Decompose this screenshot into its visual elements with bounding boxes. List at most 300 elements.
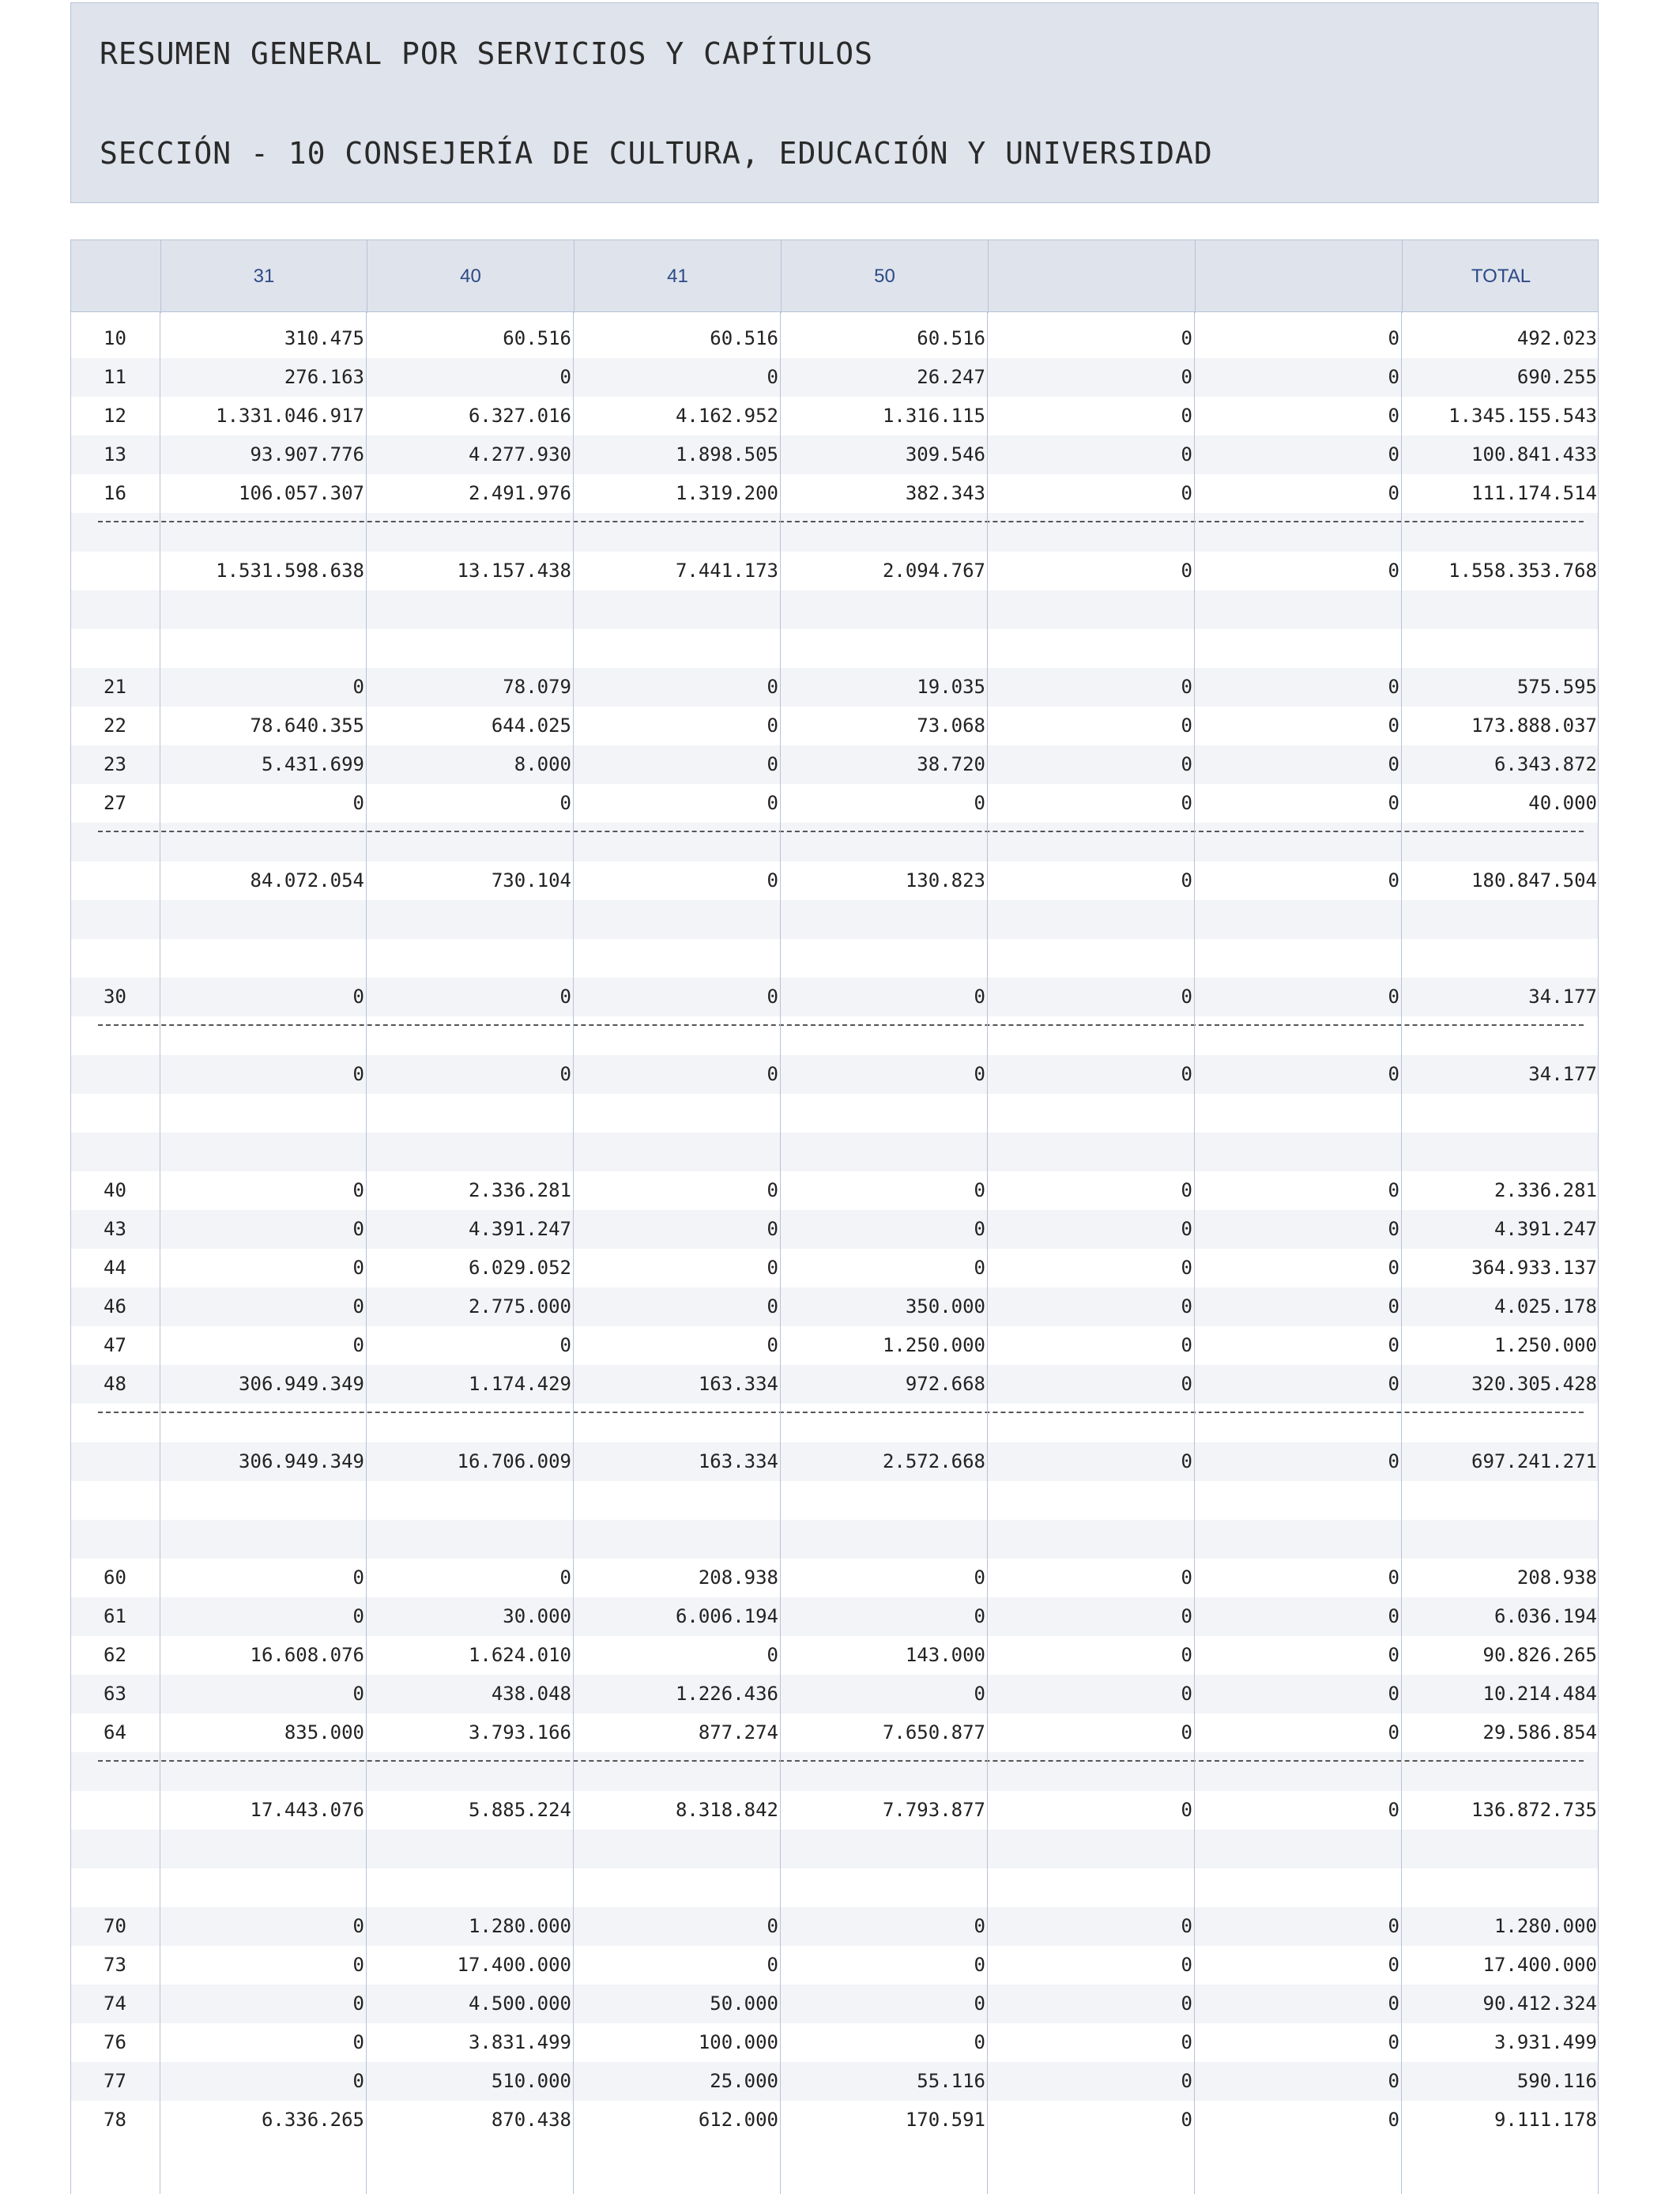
row-value: 3.931.499 (1494, 2031, 1597, 2053)
row-value: 0 (1181, 2070, 1192, 2092)
row-code: 30 (104, 986, 126, 1008)
row-value: 3.793.166 (468, 1721, 571, 1744)
row-value: 0 (559, 1334, 571, 1356)
row-value: 0 (1181, 2109, 1192, 2131)
row-value: 972.668 (905, 1373, 985, 1395)
subtotal-value: 2.094.767 (882, 560, 985, 582)
row-value: 0 (974, 2031, 985, 2053)
row-value: 78.079 (503, 676, 571, 698)
row-code: 27 (104, 792, 126, 814)
row-value: 0 (352, 1334, 364, 1356)
row-code: 77 (104, 2070, 126, 2092)
row-value: 4.277.930 (468, 443, 571, 466)
row-value: 0 (352, 2070, 364, 2092)
row-value: 0 (1388, 1218, 1399, 1240)
row-value: 0 (352, 1218, 364, 1240)
row-value: 0 (352, 1683, 364, 1705)
row-value: 2.336.281 (1494, 1179, 1597, 1201)
row-value: 0 (1181, 443, 1192, 466)
row-code: 61 (104, 1605, 126, 1627)
row-value: 4.500.000 (468, 1992, 571, 2015)
dashed-separator (98, 521, 1584, 522)
row-value: 0 (767, 1295, 778, 1318)
row-value: 0 (1388, 1683, 1399, 1705)
row-value: 0 (974, 1683, 985, 1705)
row-value: 0 (352, 1566, 364, 1589)
table-row (70, 1713, 1599, 1752)
row-value: 0 (1388, 1566, 1399, 1589)
column-divider (573, 312, 574, 2194)
row-value: 6.006.194 (675, 1605, 778, 1627)
row-value: 2.491.976 (468, 482, 571, 504)
row-value: 170.591 (905, 2109, 985, 2131)
row-value: 4.391.247 (1494, 1218, 1597, 1240)
row-value: 0 (1388, 2031, 1399, 2053)
separator-row (70, 823, 1599, 861)
row-value: 310.475 (284, 327, 364, 349)
row-value: 0 (1181, 1721, 1192, 1744)
row-code: 48 (104, 1373, 126, 1395)
row-value: 0 (1388, 1644, 1399, 1666)
row-code: 47 (104, 1334, 126, 1356)
row-value: 612.000 (698, 2109, 778, 2131)
column-divider (1598, 312, 1599, 2194)
row-code: 11 (104, 366, 126, 388)
row-value: 644.025 (491, 714, 571, 737)
subtotal-value: 5.885.224 (468, 1799, 571, 1821)
row-value: 0 (767, 792, 778, 814)
row-value: 0 (767, 753, 778, 775)
row-value: 0 (352, 1295, 364, 1318)
row-value: 55.116 (917, 2070, 985, 2092)
table-row (70, 707, 1599, 745)
row-value: 320.305.428 (1471, 1373, 1597, 1395)
spacer-row (70, 1868, 1599, 1907)
row-value: 0 (1181, 327, 1192, 349)
row-code: 64 (104, 1721, 126, 1744)
dashed-separator (98, 831, 1584, 832)
subtotal-value: 0 (767, 869, 778, 892)
row-value: 0 (974, 1915, 985, 1937)
row-value: 835.000 (284, 1721, 364, 1744)
row-code: 10 (104, 327, 126, 349)
row-value: 17.400.000 (1482, 1954, 1597, 1976)
row-value: 1.250.000 (882, 1334, 985, 1356)
subtotal-value: 0 (1181, 1063, 1192, 1085)
row-value: 0 (1388, 753, 1399, 775)
spacer-row (70, 900, 1599, 939)
row-value: 276.163 (284, 366, 364, 388)
row-value: 0 (352, 1605, 364, 1627)
table-row (70, 358, 1599, 397)
row-value: 492.023 (1516, 327, 1597, 349)
row-code: 62 (104, 1644, 126, 1666)
row-value: 0 (974, 1605, 985, 1627)
row-value: 6.029.052 (468, 1257, 571, 1279)
row-value: 173.888.037 (1471, 714, 1597, 737)
row-value: 0 (1181, 1334, 1192, 1356)
row-value: 0 (352, 986, 364, 1008)
column-divider (1194, 312, 1195, 2194)
table-row (70, 1210, 1599, 1249)
row-code: 60 (104, 1566, 126, 1589)
subtotal-value: 0 (559, 1063, 571, 1085)
table-row (70, 1171, 1599, 1210)
row-value: 4.391.247 (468, 1218, 571, 1240)
table-row (70, 1907, 1599, 1946)
report-header (70, 2, 1599, 203)
row-value: 0 (1181, 1992, 1192, 2015)
subtotal-value: 16.706.009 (457, 1450, 571, 1472)
subtotal-value: 13.157.438 (457, 560, 571, 582)
row-value: 0 (1388, 986, 1399, 1008)
table-row (70, 784, 1599, 823)
row-value: 0 (1388, 2109, 1399, 2131)
table-row (70, 435, 1599, 474)
row-value: 17.400.000 (457, 1954, 571, 1976)
subtotal-row (70, 1055, 1599, 1094)
subtotal-value: 2.572.668 (882, 1450, 985, 1472)
separator-row (70, 513, 1599, 552)
row-value: 0 (1181, 1566, 1192, 1589)
row-value: 0 (1388, 1915, 1399, 1937)
subtotal-value: 0 (1181, 560, 1192, 582)
subtotal-value: 1.531.598.638 (216, 560, 364, 582)
subtotal-value: 136.872.735 (1471, 1799, 1597, 1821)
row-value: 0 (1181, 753, 1192, 775)
row-value: 93.907.776 (250, 443, 364, 466)
row-value: 111.174.514 (1471, 482, 1597, 504)
row-value: 0 (974, 1954, 985, 1976)
subtotal-value: 0 (1181, 1450, 1192, 1472)
row-value: 38.720 (917, 753, 985, 775)
spacer-row (70, 1481, 1599, 1520)
table-row (70, 1249, 1599, 1287)
row-code: 43 (104, 1218, 126, 1240)
row-value: 16.608.076 (250, 1644, 364, 1666)
dashed-separator (98, 1412, 1584, 1413)
subtotal-value: 0 (974, 1063, 985, 1085)
row-code: 78 (104, 2109, 126, 2131)
table-row (70, 397, 1599, 435)
column-divider (780, 312, 781, 2194)
column-divider (366, 312, 367, 2194)
row-code: 21 (104, 676, 126, 698)
table-row (70, 474, 1599, 513)
row-value: 4.025.178 (1494, 1295, 1597, 1318)
row-value: 60.516 (503, 327, 571, 349)
row-value: 29.586.854 (1482, 1721, 1597, 1744)
spacer-row (70, 1094, 1599, 1133)
row-value: 60.516 (917, 327, 985, 349)
column-header-blank-1 (988, 240, 1195, 313)
row-value: 143.000 (905, 1644, 985, 1666)
table-row (70, 1597, 1599, 1636)
column-divider (1401, 312, 1402, 2194)
row-code: 74 (104, 1992, 126, 2015)
row-value: 2.775.000 (468, 1295, 571, 1318)
row-value: 30.000 (503, 1605, 571, 1627)
row-value: 0 (352, 2031, 364, 2053)
row-value: 690.255 (1516, 366, 1597, 388)
row-value: 26.247 (917, 366, 985, 388)
row-value: 0 (1388, 482, 1399, 504)
row-value: 0 (974, 1992, 985, 2015)
subtotal-value: 17.443.076 (250, 1799, 364, 1821)
subtotal-value: 130.823 (905, 869, 985, 892)
row-value: 1.319.200 (675, 482, 778, 504)
row-value: 0 (1388, 714, 1399, 737)
spacer-row (70, 1520, 1599, 1559)
table-row (70, 1636, 1599, 1675)
row-code: 13 (104, 443, 126, 466)
row-value: 0 (767, 714, 778, 737)
row-value: 0 (767, 1334, 778, 1356)
row-value: 25.000 (710, 2070, 778, 2092)
row-value: 0 (1181, 1954, 1192, 1976)
table-row (70, 2062, 1599, 2101)
row-value: 19.035 (917, 676, 985, 698)
row-value: 2.336.281 (468, 1179, 571, 1201)
row-value: 10.214.484 (1482, 1683, 1597, 1705)
table-row (70, 745, 1599, 784)
row-value: 0 (352, 1915, 364, 1937)
subtotal-value: 0 (1388, 1063, 1399, 1085)
column-header-blank-2 (1195, 240, 1402, 313)
row-value: 0 (1388, 405, 1399, 427)
row-value: 1.331.046.917 (216, 405, 364, 427)
row-value: 6.343.872 (1494, 753, 1597, 775)
table-row (70, 1946, 1599, 1985)
row-value: 90.412.324 (1482, 1992, 1597, 2015)
table-row (70, 1559, 1599, 1597)
subtotal-value: 0 (1388, 869, 1399, 892)
subtotal-value: 163.334 (698, 1450, 778, 1472)
row-value: 0 (559, 792, 571, 814)
row-value: 510.000 (491, 2070, 571, 2092)
row-value: 1.250.000 (1494, 1334, 1597, 1356)
row-value: 0 (1388, 1373, 1399, 1395)
row-value: 0 (974, 1566, 985, 1589)
row-value: 0 (352, 676, 364, 698)
row-value: 0 (1181, 676, 1192, 698)
table-row (70, 978, 1599, 1016)
row-value: 6.327.016 (468, 405, 571, 427)
row-value: 0 (1388, 366, 1399, 388)
row-value: 0 (1388, 1992, 1399, 2015)
spacer-row (70, 939, 1599, 978)
table-row (70, 2023, 1599, 2062)
row-value: 0 (767, 1915, 778, 1937)
row-value: 877.274 (698, 1721, 778, 1744)
column-divider (987, 312, 988, 2194)
dashed-separator (98, 1760, 1584, 1762)
row-value: 40.000 (1528, 792, 1597, 814)
row-value: 0 (559, 1566, 571, 1589)
row-value: 1.174.429 (468, 1373, 571, 1395)
row-value: 0 (974, 986, 985, 1008)
row-value: 0 (1181, 1605, 1192, 1627)
subtotal-value: 0 (1181, 869, 1192, 892)
row-code: 70 (104, 1915, 126, 1937)
row-code: 23 (104, 753, 126, 775)
row-value: 4.162.952 (675, 405, 778, 427)
spacer-row (70, 1133, 1599, 1171)
separator-row (70, 1016, 1599, 1055)
row-value: 100.841.433 (1471, 443, 1597, 466)
column-header-row (70, 239, 1599, 312)
subtotal-value: 0 (1388, 1450, 1399, 1472)
row-value: 382.343 (905, 482, 985, 504)
subtotal-value: 0 (1388, 1799, 1399, 1821)
row-value: 0 (352, 1992, 364, 2015)
row-value: 8.000 (514, 753, 571, 775)
section-title: SECCIÓN - 10 CONSEJERÍA DE CULTURA, EDUCACIÓN Y UNIVERSIDAD (100, 136, 1213, 171)
column-header-total: TOTAL (1402, 240, 1599, 313)
row-code: 73 (104, 1954, 126, 1976)
subtotal-row (70, 861, 1599, 900)
row-value: 1.316.115 (882, 405, 985, 427)
row-value: 0 (974, 1179, 985, 1201)
column-header-41: 41 (574, 240, 781, 313)
table-row (70, 1365, 1599, 1404)
row-value: 0 (767, 986, 778, 1008)
table-row (70, 1675, 1599, 1713)
separator-row (70, 1404, 1599, 1442)
row-value: 0 (1181, 1179, 1192, 1201)
row-value: 0 (1181, 366, 1192, 388)
subtotal-value: 34.177 (1528, 1063, 1597, 1085)
column-header-40: 40 (367, 240, 574, 313)
row-value: 0 (352, 792, 364, 814)
row-value: 0 (1181, 1373, 1192, 1395)
row-value: 0 (352, 1257, 364, 1279)
row-value: 5.431.699 (261, 753, 364, 775)
row-value: 34.177 (1528, 986, 1597, 1008)
row-value: 0 (1181, 405, 1192, 427)
row-value: 0 (1181, 986, 1192, 1008)
row-value: 0 (974, 1257, 985, 1279)
row-value: 50.000 (710, 1992, 778, 2015)
row-value: 0 (1181, 1915, 1192, 1937)
row-value: 0 (559, 366, 571, 388)
column-divider (70, 312, 71, 2194)
row-code: 16 (104, 482, 126, 504)
report-title: RESUMEN GENERAL POR SERVICIOS Y CAPÍTULOS (100, 36, 873, 71)
row-value: 0 (1181, 714, 1192, 737)
row-value: 438.048 (491, 1683, 571, 1705)
subtotal-value: 0 (1388, 560, 1399, 582)
row-value: 364.933.137 (1471, 1257, 1597, 1279)
subtotal-value: 0 (1181, 1799, 1192, 1821)
row-value: 590.116 (1516, 2070, 1597, 2092)
row-value: 0 (767, 1218, 778, 1240)
row-value: 0 (1388, 2070, 1399, 2092)
dashed-separator (98, 1024, 1584, 1026)
row-value: 0 (1388, 443, 1399, 466)
row-value: 163.334 (698, 1373, 778, 1395)
row-value: 0 (1388, 327, 1399, 349)
spacer-row (70, 629, 1599, 668)
row-value: 0 (1388, 1605, 1399, 1627)
row-value: 1.624.010 (468, 1644, 571, 1666)
row-value: 350.000 (905, 1295, 985, 1318)
row-value: 0 (1388, 676, 1399, 698)
row-value: 73.068 (917, 714, 985, 737)
row-value: 0 (559, 986, 571, 1008)
row-value: 3.831.499 (468, 2031, 571, 2053)
subtotal-value: 84.072.054 (250, 869, 364, 892)
row-value: 0 (1181, 1218, 1192, 1240)
subtotal-value: 8.318.842 (675, 1799, 778, 1821)
row-value: 0 (1181, 2031, 1192, 2053)
row-value: 0 (1388, 1721, 1399, 1744)
row-value: 60.516 (710, 327, 778, 349)
row-code: 22 (104, 714, 126, 737)
table-row (70, 668, 1599, 707)
row-value: 0 (974, 792, 985, 814)
row-value: 0 (352, 1179, 364, 1201)
row-value: 1.345.155.543 (1448, 405, 1597, 427)
subtotal-value: 0 (767, 1063, 778, 1085)
row-value: 0 (767, 366, 778, 388)
row-value: 1.226.436 (675, 1683, 778, 1705)
row-value: 1.898.505 (675, 443, 778, 466)
row-value: 306.949.349 (239, 1373, 364, 1395)
row-value: 0 (767, 1257, 778, 1279)
row-value: 90.826.265 (1482, 1644, 1597, 1666)
row-value: 208.938 (698, 1566, 778, 1589)
table-row (70, 1326, 1599, 1365)
row-value: 0 (1181, 1257, 1192, 1279)
row-value: 0 (1388, 1257, 1399, 1279)
row-value: 1.280.000 (468, 1915, 571, 1937)
row-value: 9.111.178 (1494, 2109, 1597, 2131)
row-value: 7.650.877 (882, 1721, 985, 1744)
row-code: 63 (104, 1683, 126, 1705)
separator-row (70, 1752, 1599, 1791)
row-value: 0 (1388, 1179, 1399, 1201)
row-value: 0 (1181, 1644, 1192, 1666)
subtotal-value: 697.241.271 (1471, 1450, 1597, 1472)
subtotal-row (70, 1442, 1599, 1481)
row-value: 106.057.307 (239, 482, 364, 504)
column-header-50: 50 (781, 240, 988, 313)
column-header-31: 31 (160, 240, 367, 313)
row-value: 0 (767, 1954, 778, 1976)
row-code: 44 (104, 1257, 126, 1279)
table-row (70, 319, 1599, 358)
row-value: 208.938 (1516, 1566, 1597, 1589)
subtotal-value: 7.441.173 (675, 560, 778, 582)
spacer-row (70, 1830, 1599, 1868)
row-value: 0 (1388, 1295, 1399, 1318)
row-value: 6.336.265 (261, 2109, 364, 2131)
table-row (70, 1985, 1599, 2023)
table-row (70, 1287, 1599, 1326)
row-value: 78.640.355 (250, 714, 364, 737)
row-value: 0 (1181, 792, 1192, 814)
subtotal-row (70, 552, 1599, 590)
row-code: 46 (104, 1295, 126, 1318)
row-value: 1.280.000 (1494, 1915, 1597, 1937)
row-value: 0 (767, 676, 778, 698)
row-value: 0 (1181, 1683, 1192, 1705)
row-value: 870.438 (491, 2109, 571, 2131)
row-value: 309.546 (905, 443, 985, 466)
row-value: 0 (1181, 1295, 1192, 1318)
row-value: 0 (974, 1218, 985, 1240)
